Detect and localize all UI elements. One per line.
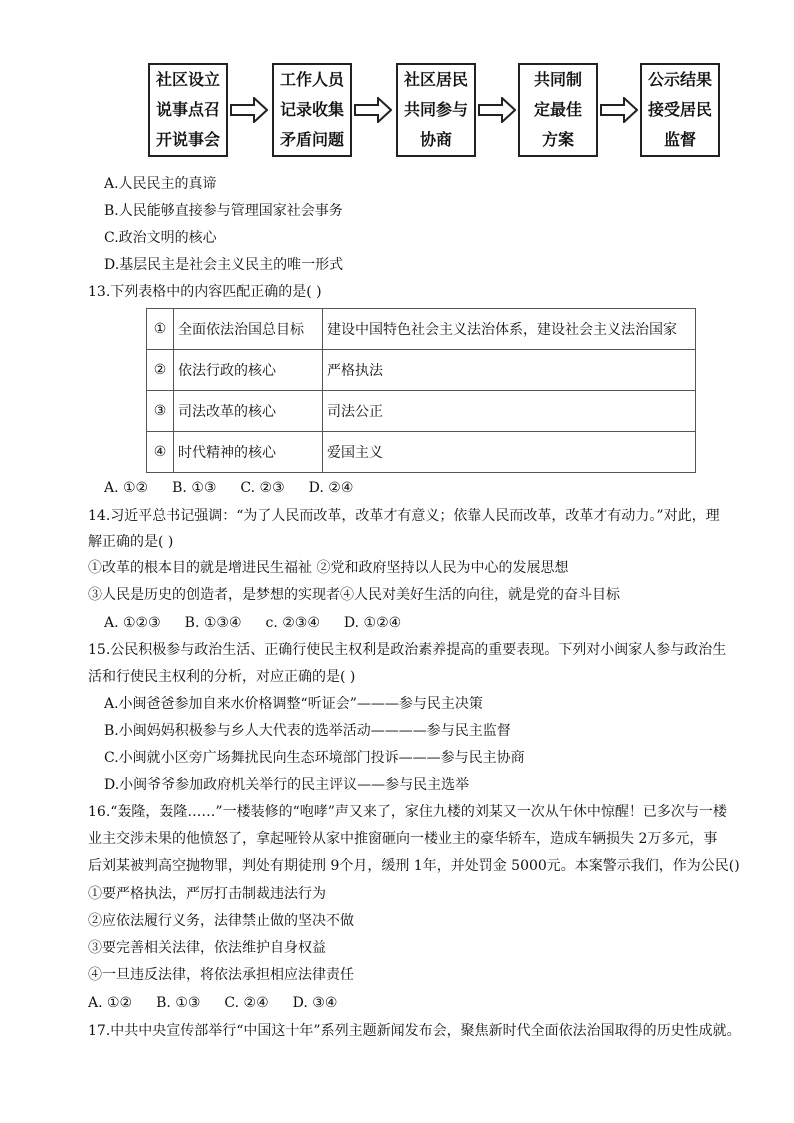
q13-choices [104,478,377,498]
choice-b: B. ①③④ [184,615,242,631]
q15-option-d: D.小闽爷爷参加政府机关举行的民主评议——参与民主选举 [104,777,470,793]
q16-item-2: ②应依法履行义务，法律禁止做的坚决不做 [88,913,354,929]
choice-c: C. ②③ [240,480,285,496]
table-cell: ② [147,350,174,391]
choice-d: D. ③④ [292,995,338,1011]
q16-stem-line3: 后刘某被判高空抛物罪，判处有期徒刑 9个月，缓刑 1年，并处罚金 5000元。本案警示我们，作为公民() [88,858,740,874]
flow-step-line: 社区居民 [403,70,468,89]
q13-table [146,308,696,473]
q16-stem-line1: 16.“轰隆，轰隆……”一楼装修的“咆哮”声又来了，家住九楼的刘某又一次从午休中惊醒！已多次与一楼 [88,804,727,820]
table-cell: ④ [147,432,174,473]
flow-step-line: 监督 [663,130,696,149]
table-cell: 司法公正 [323,391,696,432]
arrow-right-icon [478,97,516,123]
table-cell: 爱国主义 [323,432,696,473]
arrow-right-icon [600,97,638,123]
arrow-right-icon [354,97,392,123]
flow-step-line: 开说事会 [155,130,220,149]
table-cell: ① [147,309,174,350]
flow-step-line: 方案 [541,130,574,149]
table-row [147,309,696,350]
flow-step-line: 工作人员 [279,70,344,89]
q15-stem-line2: 活和行使民主权利的分析，对应正确的是( ) [88,669,356,685]
q16-stem-line2: 业主交涉未果的他愤怒了，拿起哑铃从家中推窗砸向一楼业主的豪华轿车，造成车辆损失 2万多元，事 [88,831,718,847]
table-cell: 建设中国特色社会主义法治体系，建设社会主义法治国家 [323,309,696,350]
q14-stem-line2: 解正确的是( ) [88,534,174,550]
flow-step-1 [148,63,228,157]
table-row [147,432,696,473]
flow-step-line: 共同参与 [403,100,468,119]
table-cell: ③ [147,391,174,432]
table-cell: 依法行政的核心 [174,350,323,391]
q16-choices [88,993,361,1013]
arrow-right-icon [230,97,268,123]
table-row [147,350,696,391]
q12-option-d: D.基层民主是社会主义民主的唯一形式 [104,257,344,273]
choice-b: B. ①③ [172,480,217,496]
q16-item-1: ①要严格执法，严厉打击制裁违法行为 [88,886,326,902]
flow-step-4 [518,63,598,157]
flow-step-line: 说事点召 [155,100,220,119]
table-cell: 时代精神的核心 [174,432,323,473]
q16-item-4: ④一旦违反法律，将依法承担相应法律责任 [88,967,354,983]
table-cell: 全面依法治国总目标 [174,309,323,350]
flow-step-line: 协商 [419,130,452,149]
q14-items-line1: ①改革的根本目的就是增进民生福祉 ②党和政府坚持以人民为中心的发展思想 [88,560,569,576]
q15-option-b: B.小闽妈妈积极参与乡人大代表的选举活动————参与民主监督 [104,723,511,739]
choice-d: D. ②④ [308,480,354,496]
q16-item-3: ③要完善相关法律，依法维护自身权益 [88,940,326,956]
flow-step-line: 记录收集 [279,100,344,119]
choice-d: D. ①②④ [343,615,402,631]
flow-step-line: 定最佳 [533,100,582,119]
flow-step-line: 矛盾问题 [279,130,344,149]
choice-c: c. ②③④ [265,615,320,631]
table-row [147,391,696,432]
choice-a: A. ①② [104,480,149,496]
flow-step-5 [640,63,720,157]
choice-a: A. ①②③ [104,615,161,631]
q13-stem: 13.下列表格中的内容匹配正确的是( ) [88,284,322,300]
q15-option-c: C.小闽就小区旁广场舞扰民向生态环境部门投诉———参与民主协商 [104,750,525,766]
choice-c: C. ②④ [224,995,269,1011]
flow-step-3 [396,63,476,157]
flow-step-line: 共同制 [533,70,582,89]
q14-stem-line1: 14.习近平总书记强调：“为了人民而改革，改革才有意义；依靠人民而改革，改革才有动力。”对此，理 [88,508,720,524]
flowchart [148,63,728,161]
q17-stem-line1: 17.中共中央宣传部举行“中国这十年”系列主题新闻发布会，聚焦新时代全面依法治国取得的历史性成就。 [88,1023,741,1039]
choice-a: A. ①② [88,995,133,1011]
q15-option-a: A.小闽爸爸参加自来水价格调整“听证会”———参与民主决策 [104,696,483,712]
flow-step-line: 社区设立 [155,70,220,89]
q14-choices [104,613,425,633]
q14-items-line2: ③人民是历史的创造者，是梦想的实现者④人民对美好生活的向往，就是党的奋斗目标 [88,587,620,603]
flow-step-line: 公示结果 [647,70,712,89]
flow-step-line: 接受居民 [647,100,712,119]
q12-option-a: A.人民民主的真谛 [104,176,217,192]
choice-b: B. ①③ [156,995,201,1011]
table-cell: 司法改革的核心 [174,391,323,432]
table-cell: 严格执法 [323,350,696,391]
flow-step-2 [272,63,352,157]
q12-option-b: B.人民能够直接参与管理国家社会事务 [104,203,343,219]
q12-option-c: C.政治文明的核心 [104,230,217,246]
q15-stem-line1: 15.公民积极参与政治生活、正确行使民主权利是政治素养提高的重要表现。下列对小闽家人参与政治生 [88,642,727,658]
